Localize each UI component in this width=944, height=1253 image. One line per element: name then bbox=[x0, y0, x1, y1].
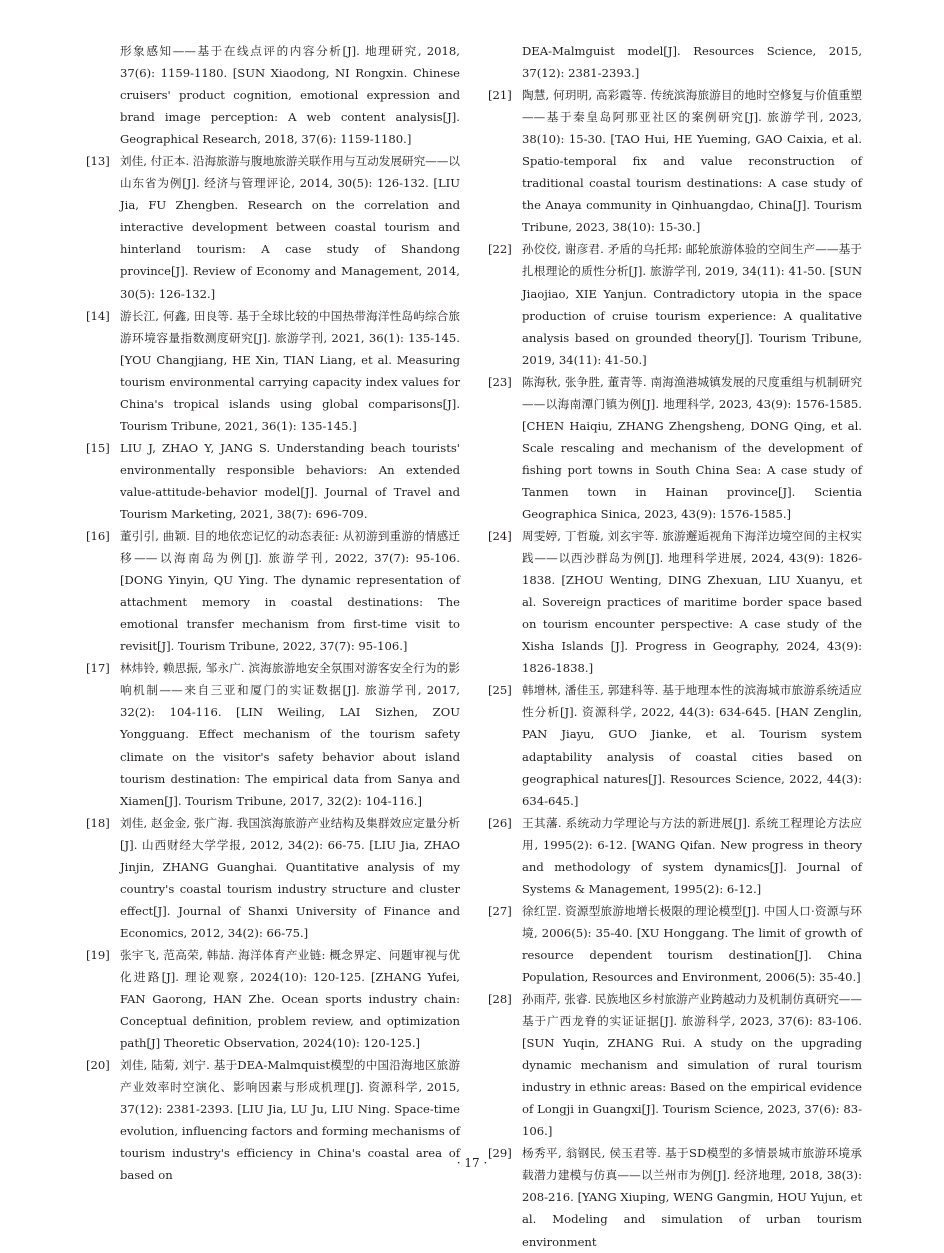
reference-number: [25] bbox=[488, 683, 512, 698]
reference-16 bbox=[86, 525, 460, 657]
reference-17 bbox=[86, 657, 460, 811]
reference-number: [20] bbox=[86, 1058, 110, 1073]
reference-number: [21] bbox=[488, 88, 512, 103]
reference-continuation: 形象感知——基于在线点评的内容分析[J]. 地理研究, 2018, 37(6): 1159-1180. [SUN Xiaodong, NI Rongxin. Chinese cruisers' product cognition, emotional expression and brand image perception: A web content analysis[J]. Geographical Research, 2018, 37(6): 1159-1180.] bbox=[120, 44, 460, 147]
reference-text: 杨秀平, 翁钢民, 侯玉君等. 基于SD模型的多情景城市旅游环境承载潜力建模与仿真——以兰州市为例[J]. 经济地理, 2018, 38(3): 208-216. [YANG Xiuping, WENG Gangmin, HOU Yujun, et al. Modeling and simulation of urban tourism environment bbox=[522, 1146, 862, 1249]
reference-number: [16] bbox=[86, 529, 110, 544]
reference-28 bbox=[488, 988, 862, 1142]
reference-number: [24] bbox=[488, 529, 512, 544]
reference-14 bbox=[86, 305, 460, 437]
reference-continuation: DEA-Malmguist model[J]. Resources Science, 2015, 37(12): 2381-2393.] bbox=[522, 44, 862, 81]
reference-21 bbox=[488, 84, 862, 238]
reference-13 bbox=[86, 150, 460, 304]
reference-text: 林炜铃, 赖思振, 邹永广. 滨海旅游地安全氛围对游客安全行为的影响机制——来自三亚和厦门的实证数据[J]. 旅游学刊, 2017, 32(2): 104-116. [LIN Weiling, LAI Sizhen, ZOU Yongguang. Effect mechanism of the tourism safety climate on the visitor's safety behavior about island tourism destination: The empirical data from Sanya and Xiamen[J]. Tourism Tribune, 2017, 32(2): 104-116.] bbox=[120, 661, 460, 808]
page-number: · 17 · bbox=[456, 1156, 488, 1170]
reference-text: 周雯婷, 丁哲璇, 刘玄宇等. 旅游邂逅视角下海洋边境空间的主权实践——以西沙群岛为例[J]. 地理科学进展, 2024, 43(9): 1826-1838. [ZHOU Wenting, DING Zhexuan, LIU Xuanyu, et al. Sovereign practices of maritime border space based on tourism encounter perspective: A case study of the Xisha Islands [J]. Progress in Geography, 2024, 43(9): 1826-1838.] bbox=[522, 529, 862, 676]
reference-18 bbox=[86, 812, 460, 944]
reference-text: 刘佳, 付正本. 沿海旅游与腹地旅游关联作用与互动发展研究——以山东省为例[J]. 经济与管理评论, 2014, 30(5): 126-132. [LIU Jia, FU Zhengben. Research on the correlation and interactive development between coastal tourism and hinterland tourism: A case study of Shandong province[J]. Review of Economy and Management, 2014, 30(5): 126-132.] bbox=[120, 154, 460, 301]
reference-number: [13] bbox=[86, 154, 110, 169]
reference-24 bbox=[488, 525, 862, 679]
reference-number: [15] bbox=[86, 440, 110, 455]
reference-23 bbox=[488, 371, 862, 525]
reference-19 bbox=[86, 944, 460, 1054]
reference-number: [17] bbox=[86, 661, 110, 676]
reference-text: 韩增林, 潘佳玉, 郭建科等. 基于地理本性的滨海城市旅游系统适应性分析[J]. 资源科学, 2022, 44(3): 634-645. [HAN Zenglin, PAN Jiayu, GUO Jianke, et al. Tourism system adaptability analysis of coastal cities based on geographical natures[J]. Resources Science, 2022, 44(3): 634-645.] bbox=[522, 683, 862, 808]
reference-number: [23] bbox=[488, 374, 512, 389]
reference-15 bbox=[86, 437, 460, 525]
reference-22 bbox=[488, 238, 862, 370]
reference-text: 刘佳, 陆菊, 刘宁. 基于DEA-Malmquist模型的中国沿海地区旅游产业效率时空演化、影响因素与形成机理[J]. 资源科学, 2015, 37(12): 2381-2393. [LIU Jia, LU Ju, LIU Ning. Space-time evolution, influencing factors and forming mechanisms of tourism industry's efficiency in China's coastal area of based on bbox=[120, 1058, 460, 1183]
reference-text: 孙雨芹, 张睿. 民族地区乡村旅游产业跨越动力及机制仿真研究——基于广西龙脊的实证证据[J]. 旅游科学, 2023, 37(6): 83-106. [SUN Yuqin, ZHANG Rui. A study on the upgrading dynamic mechanism and simulation of rural tourism industry in ethnic areas: Based on the empirical evidence of Longji in Guangxi[J]. Tourism Science, 2023, 37(6): 83-106.] bbox=[522, 992, 862, 1139]
reference-text: 董引引, 曲颖. 目的地依恋记忆的动态表征: 从初游到重游的情感迁移——以海南岛为例[J]. 旅游学刊, 2022, 37(7): 95-106. [DONG Yinyin, QU Ying. The dynamic representation of attachment memory in coastal destinations: The emotional transfer mechanism from first-time visit to revisit[J]. Tourism Tribune, 2022, 37(7): 95-106.] bbox=[120, 529, 460, 654]
reference-text: 孙佼佼, 谢彦君. 矛盾的乌托邦: 邮轮旅游体验的空间生产——基于扎根理论的质性分析[J]. 旅游学刊, 2019, 34(11): 41-50. [SUN Jiaojiao, XIE Yanjun. Contradictory utopia in the space production of cruise tourism experience: A qualitative analysis based on grounded theory[J]. Tourism Tribune, 2019, 34(11): 41-50.] bbox=[522, 242, 862, 367]
reference-25 bbox=[488, 679, 862, 811]
reference-text: 陈海秋, 张争胜, 董青等. 南海渔港城镇发展的尺度重组与机制研究——以海南潭门镇为例[J]. 地理科学, 2023, 43(9): 1576-1585. [CHEN Haiqiu, ZHANG Zhengsheng, DONG Qing, et al. Scale rescaling and mechanism of the development of fishing port towns in South China Sea: A case study of Tanmen town in Hainan province[J]. Scientia Geographica Sinica, 2023, 43(9): 1576-1585.] bbox=[522, 374, 862, 521]
reference-number: [18] bbox=[86, 815, 110, 830]
reference-number: [29] bbox=[488, 1146, 512, 1161]
reference-text: LIU J, ZHAO Y, JANG S. Understanding beach tourists' environmentally responsible behaviors: An extended value-attitude-behavior model[J]. Journal of Travel and Tourism Marketing, 2021, 38(7): 696-709. bbox=[120, 440, 460, 521]
reference-text: 张宇飞, 范高荣, 韩喆. 海洋体育产业链: 概念界定、问题审视与优化进路[J]. 理论观察, 2024(10): 120-125. [ZHANG Yufei, FAN Gaorong, HAN Zhe. Ocean sports industry chain: Conceptual definition, problem review, and optimization path[J] Theoretic Observation, 2024(10): 120-125.] bbox=[120, 947, 460, 1051]
left-column bbox=[86, 40, 460, 1186]
reference-text: 徐红罡. 资源型旅游地增长极限的理论模型[J]. 中国人口·资源与环境, 2006(5): 35-40. [XU Honggang. The limit of growth of resource dependent tourism destination[J]. China Population, Resources and Environment, 2006(5): 35-40.] bbox=[522, 903, 862, 984]
reference-number: [22] bbox=[488, 242, 512, 257]
reference-text: 王其藩. 系统动力学理论与方法的新进展[J]. 系统工程理论方法应用, 1995(2): 6-12. [WANG Qifan. New progress in theory and methodology of system dynamics[J]. Journal of Systems & Management, 1995(2): 6-12.] bbox=[522, 815, 862, 896]
reference-26 bbox=[488, 812, 862, 900]
reference-text: 陶慧, 何玥明, 高彩霞等. 传统滨海旅游目的地时空修复与价值重塑——基于秦皇岛阿那亚社区的案例研究[J]. 旅游学刊, 2023, 38(10): 15-30. [TAO Hui, HE Yueming, GAO Caixia, et al. Spatio-temporal fix and value reconstruction of traditional coastal tourism destinations: A case study of the Anaya community in Qinhuangdao, China[J]. Tourism Tribune, 2023, 38(10): 15-30.] bbox=[522, 88, 862, 235]
right-column bbox=[488, 40, 862, 1253]
reference-number: [26] bbox=[488, 815, 512, 830]
reference-number: [28] bbox=[488, 992, 512, 1007]
reference-text: 游长江, 何鑫, 田良等. 基于全球比较的中国热带海洋性岛屿综合旅游环境容量指数测度研究[J]. 旅游学刊, 2021, 36(1): 135-145. [YOU Changjiang, HE Xin, TIAN Liang, et al. Measuring tourism environmental carrying capacity index values for China's tropical islands using global comparisons[J]. Tourism Tribune, 2021, 36(1): 135-145.] bbox=[120, 308, 460, 433]
reference-number: [14] bbox=[86, 308, 110, 323]
reference-number: [19] bbox=[86, 947, 110, 962]
reference-27 bbox=[488, 900, 862, 988]
reference-number: [27] bbox=[488, 903, 512, 918]
reference-text: 刘佳, 赵金金, 张广海. 我国滨海旅游产业结构及集群效应定量分析[J]. 山西财经大学学报, 2012, 34(2): 66-75. [LIU Jia, ZHAO Jinjin, ZHANG Guanghai. Quantitative analysis of my country's coastal tourism industry structure and cluster effect[J]. Journal of Shanxi University of Finance and Economics, 2012, 34(2): 66-75.] bbox=[120, 815, 460, 940]
